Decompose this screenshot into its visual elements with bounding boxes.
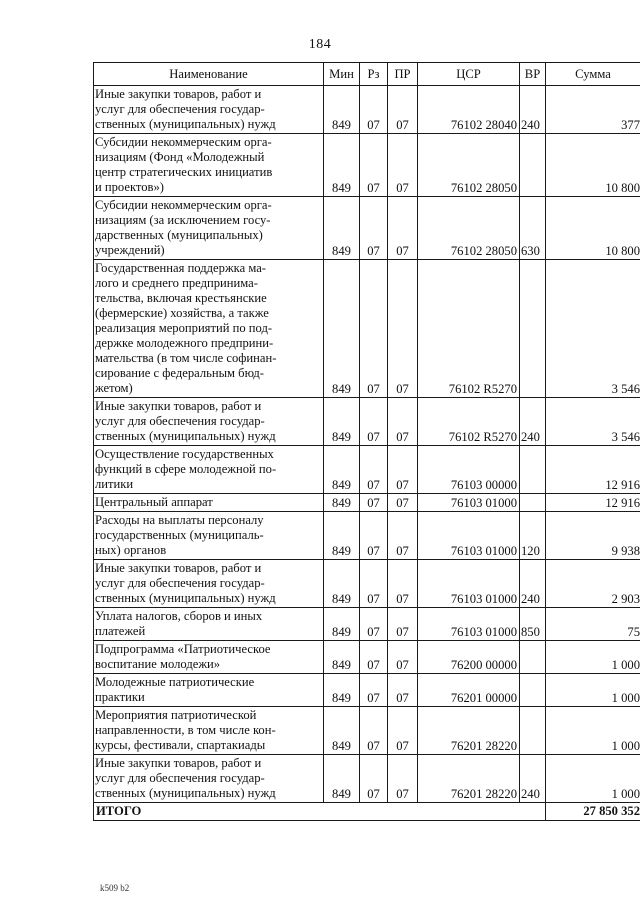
row-vr: 630 <box>520 197 546 260</box>
row-name-line: услуг для обеспечения государ- <box>95 102 265 116</box>
row-name-line: курсы, фестивали, спартакиады <box>95 738 266 752</box>
table-row <box>94 608 640 641</box>
row-sum: 12 916 <box>546 494 640 512</box>
total-label: ИТОГО <box>94 803 546 821</box>
row-sum: 75 <box>546 608 640 641</box>
table-header-row <box>94 63 640 86</box>
row-vr <box>520 446 546 494</box>
row-sum: 12 916 <box>546 446 640 494</box>
row-sum: 3 546 <box>546 398 640 446</box>
row-pr: 07 <box>388 641 418 674</box>
row-name-line: услуг для обеспечения государ- <box>95 771 265 785</box>
total-row <box>94 803 640 821</box>
row-name-line: сирование с федеральным бюд- <box>95 366 264 380</box>
row-sum: 377 <box>546 86 640 134</box>
row-pr: 07 <box>388 260 418 398</box>
row-vr <box>520 707 546 755</box>
row-name <box>94 197 324 260</box>
row-vr <box>520 134 546 197</box>
row-csr: 76103 00000 <box>418 446 520 494</box>
header-sum: Сумма <box>546 63 640 86</box>
table-row <box>94 86 640 134</box>
row-name-line: держке молодежного предприни- <box>95 336 274 350</box>
row-name-line: Иные закупки товаров, работ и <box>95 399 262 413</box>
total-sum: 27 850 352 <box>546 803 640 821</box>
row-rz: 07 <box>360 560 388 608</box>
row-pr: 07 <box>388 197 418 260</box>
row-name <box>94 260 324 398</box>
row-min: 849 <box>324 494 360 512</box>
table-row <box>94 398 640 446</box>
row-csr: 76201 28220 <box>418 707 520 755</box>
row-csr: 76102 28050 <box>418 197 520 260</box>
row-vr <box>520 260 546 398</box>
row-name <box>94 86 324 134</box>
table-row <box>94 674 640 707</box>
row-name-line: литики <box>95 477 134 491</box>
row-rz: 07 <box>360 134 388 197</box>
row-min: 849 <box>324 398 360 446</box>
row-min: 849 <box>324 446 360 494</box>
row-sum: 3 546 <box>546 260 640 398</box>
row-vr: 240 <box>520 755 546 803</box>
row-min: 849 <box>324 674 360 707</box>
row-name-line: воспитание молодежи» <box>95 657 221 671</box>
row-name <box>94 755 324 803</box>
row-vr <box>520 674 546 707</box>
row-rz: 07 <box>360 197 388 260</box>
row-rz: 07 <box>360 707 388 755</box>
footer-code: k509 b2 <box>100 883 130 893</box>
row-sum: 10 800 <box>546 134 640 197</box>
header-rz: Рз <box>360 63 388 86</box>
row-sum: 1 000 <box>546 755 640 803</box>
row-name-line: низациям (за исключением госу- <box>95 213 271 227</box>
row-csr: 76102 R5270 <box>418 398 520 446</box>
row-name-line: ственных (муниципальных) нужд <box>95 117 276 131</box>
table-row <box>94 446 640 494</box>
budget-table <box>93 62 640 821</box>
row-min: 849 <box>324 134 360 197</box>
table-row <box>94 260 640 398</box>
header-min: Мин <box>324 63 360 86</box>
row-name-line: Уплата налогов, сборов и иных <box>95 609 263 623</box>
row-pr: 07 <box>388 494 418 512</box>
table-row <box>94 755 640 803</box>
row-name-line: тельства, включая крестьянские <box>95 291 267 305</box>
row-name-line: лого и среднего предпринима- <box>95 276 258 290</box>
row-name-line: платежей <box>95 624 146 638</box>
row-rz: 07 <box>360 446 388 494</box>
row-pr: 07 <box>388 398 418 446</box>
row-rz: 07 <box>360 512 388 560</box>
row-sum: 1 000 <box>546 707 640 755</box>
row-pr: 07 <box>388 608 418 641</box>
row-csr: 76201 28220 <box>418 755 520 803</box>
row-name-line: реализация мероприятий по под- <box>95 321 273 335</box>
row-name <box>94 398 324 446</box>
row-vr: 850 <box>520 608 546 641</box>
row-csr: 76103 01000 <box>418 494 520 512</box>
row-name-line: функций в сфере молодежной по- <box>95 462 277 476</box>
row-sum: 1 000 <box>546 641 640 674</box>
table-row <box>94 560 640 608</box>
row-pr: 07 <box>388 707 418 755</box>
row-name <box>94 494 324 512</box>
row-min: 849 <box>324 512 360 560</box>
row-csr: 76103 01000 <box>418 560 520 608</box>
header-pr: ПР <box>388 63 418 86</box>
row-sum: 1 000 <box>546 674 640 707</box>
row-name-line: Государственная поддержка ма- <box>95 261 266 275</box>
row-sum: 2 903 <box>546 560 640 608</box>
header-vr: ВР <box>520 63 546 86</box>
table-row <box>94 134 640 197</box>
table-row <box>94 197 640 260</box>
row-min: 849 <box>324 707 360 755</box>
row-name <box>94 446 324 494</box>
row-sum: 10 800 <box>546 197 640 260</box>
row-min: 849 <box>324 608 360 641</box>
row-name <box>94 674 324 707</box>
table-row <box>94 641 640 674</box>
row-pr: 07 <box>388 674 418 707</box>
row-name <box>94 641 324 674</box>
row-name <box>94 134 324 197</box>
row-csr: 76201 00000 <box>418 674 520 707</box>
row-rz: 07 <box>360 755 388 803</box>
row-sum: 9 938 <box>546 512 640 560</box>
row-name-line: дарственных (муниципальных) <box>95 228 263 242</box>
table-row <box>94 707 640 755</box>
row-pr: 07 <box>388 560 418 608</box>
row-name-line: низациям (Фонд «Молодежный <box>95 150 265 164</box>
row-name <box>94 560 324 608</box>
row-name-line: ственных (муниципальных) нужд <box>95 429 276 443</box>
row-csr: 76102 28040 <box>418 86 520 134</box>
row-name <box>94 608 324 641</box>
row-name-line: Подпрограмма «Патриотическое <box>95 642 271 656</box>
row-name-line: Молодежные патриотические <box>95 675 255 689</box>
row-vr: 240 <box>520 86 546 134</box>
row-name-line: Центральный аппарат <box>95 495 213 509</box>
row-name-line: Расходы на выплаты персоналу <box>95 513 264 527</box>
row-min: 849 <box>324 86 360 134</box>
row-rz: 07 <box>360 494 388 512</box>
row-min: 849 <box>324 560 360 608</box>
row-csr: 76200 00000 <box>418 641 520 674</box>
row-name-line: мательства (в том числе софинан- <box>95 351 277 365</box>
row-name-line: жетом) <box>95 381 133 395</box>
row-rz: 07 <box>360 608 388 641</box>
row-name-line: услуг для обеспечения государ- <box>95 576 265 590</box>
row-rz: 07 <box>360 86 388 134</box>
row-csr: 76102 28050 <box>418 134 520 197</box>
header-name: Наименование <box>94 63 324 86</box>
row-csr: 76103 01000 <box>418 608 520 641</box>
row-name-line: (фермерские) хозяйства, а также <box>95 306 269 320</box>
row-name-line: практики <box>95 690 145 704</box>
row-pr: 07 <box>388 512 418 560</box>
row-vr <box>520 641 546 674</box>
row-name-line: ственных (муниципальных) нужд <box>95 591 276 605</box>
row-csr: 76103 01000 <box>418 512 520 560</box>
row-min: 849 <box>324 641 360 674</box>
table-row <box>94 512 640 560</box>
row-min: 849 <box>324 197 360 260</box>
row-pr: 07 <box>388 755 418 803</box>
row-name-line: учреждений) <box>95 243 165 257</box>
row-name-line: Иные закупки товаров, работ и <box>95 756 262 770</box>
row-name-line: и проектов») <box>95 180 164 194</box>
row-pr: 07 <box>388 134 418 197</box>
table-row <box>94 494 640 512</box>
row-rz: 07 <box>360 260 388 398</box>
row-rz: 07 <box>360 674 388 707</box>
row-name-line: Субсидии некоммерческим орга- <box>95 135 272 149</box>
row-vr: 240 <box>520 560 546 608</box>
header-csr: ЦСР <box>418 63 520 86</box>
row-name-line: ственных (муниципальных) нужд <box>95 786 276 800</box>
row-min: 849 <box>324 755 360 803</box>
row-pr: 07 <box>388 446 418 494</box>
row-name-line: Иные закупки товаров, работ и <box>95 87 262 101</box>
row-rz: 07 <box>360 398 388 446</box>
table-body <box>94 86 640 803</box>
row-name-line: Осуществление государственных <box>95 447 274 461</box>
page-number: 184 <box>308 37 332 52</box>
row-name-line: Мероприятия патриотической <box>95 708 257 722</box>
row-name-line: Субсидии некоммерческим орга- <box>95 198 272 212</box>
row-vr: 240 <box>520 398 546 446</box>
row-rz: 07 <box>360 641 388 674</box>
row-vr <box>520 494 546 512</box>
row-pr: 07 <box>388 86 418 134</box>
row-name <box>94 707 324 755</box>
row-name-line: услуг для обеспечения государ- <box>95 414 265 428</box>
row-vr: 120 <box>520 512 546 560</box>
row-name-line: ных) органов <box>95 543 167 557</box>
row-name-line: Иные закупки товаров, работ и <box>95 561 262 575</box>
row-min: 849 <box>324 260 360 398</box>
row-name-line: центр стратегических инициатив <box>95 165 273 179</box>
row-csr: 76102 R5270 <box>418 260 520 398</box>
row-name <box>94 512 324 560</box>
row-name-line: государственных (муниципаль- <box>95 528 264 542</box>
row-name-line: направленности, в том числе кон- <box>95 723 276 737</box>
